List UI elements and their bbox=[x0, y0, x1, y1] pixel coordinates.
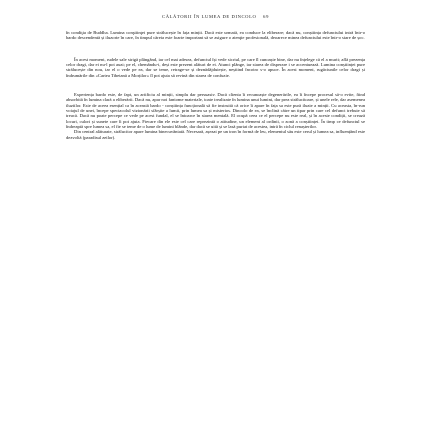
paragraph-2: În acest moment, rudele sale strigă plângând, iar cel mai adesea, defunctul își vede sicriul, pe care îl cunoaște bine, dar nu înțelege că el a murit; află prezența celor dragi, dar ei nu-l pot auzi; pe el, chemându-i, deși este prezent alături de ei. Atunci plânge, iar starea de disperare i se accentuează. Lumina conștiinței pure strălucește din nou, iar el o vede pe ea, dar se teme, retrage-se și deznădăjduiește, neștiind încotro s-o apuce. În acest moment, rugăciunile celor dragi și îndrumările din «Cartea Tibetană a Morților» îl pot ajuta să revină din starea de confuzie. bbox=[66, 56, 365, 78]
paragraph-3: Experiența bardo este, de fapt, un artificiu al minții, simplu dar persuasiv. Dacă clienta îi recunoaște degenerările, ea îi începe procesul să-o evite, fiind absorbită în lumina clară a eliberării. Dacă nu, apar noi fantome materiale, toate irealizate în lumina unui lumini, dar prea strălucitoare, și unele rele, dar asemenea iluziilor. Este de aceea esențial ca în această bardo - conștiința funcțională să fie instruită că orice îi apare în fața sa este pură iluzie a minții. Cu aceasta, în-run voiajul de unei, începe spectacolul vizionării sfârșite a lumii, prin lumea sa și misterios. Dincolo de ea, se înclină către un tipar prin care cel defunct trebuie să treacă. Dacă nu poate percepe ce vede pe acest fundal, el se întoarce în starea mentală. El ocupă ceea ce el percepe nu este real, și în aceste condiții, se crează locuri, culori și sunete care îi pot ajuta. Fiecare din ele este cel care reprezintă o atitudine, un element al ordinii, o zonă a conștiinței. În timp ce defunctul se îndreaptă spre lumea sa, el fie se teme de o lume de lumini blânde, dar dacă se uită și se lasă purtat de acestea, intră în ciclul renașterilor. bbox=[66, 92, 365, 130]
running-head bbox=[66, 14, 365, 20]
page-number: 69 bbox=[263, 14, 269, 19]
paragraph-4: Din central alăturate, strălucitor apare lumina binecuvântată. Necesară, așezat pe un tron în formă de leu, elementul său este cerul și lumea sa, influențând este dezvoltă (paradisul zeilor). bbox=[66, 129, 365, 140]
paragraph-1: în condiţia de Buddha. Lumina conştiinţei pure strălucește în fața minții. Dacă este urmată, ea conduce la eliberare; dacă nu, conștiința defunctului intră într-o bardo descendentă și iluzorie în care, în timpul căreia este foarte important să se asigure o atenţie profesională, deoarece minea defunctului este într-o stare de șoc. bbox=[66, 30, 365, 41]
spacer bbox=[66, 78, 365, 92]
text-block-2 bbox=[66, 57, 365, 78]
text-block-1 bbox=[66, 30, 365, 41]
running-head-title: CĂLĂTORII ÎN LUMEA DE DINCOLO bbox=[162, 14, 257, 19]
spacer bbox=[66, 41, 365, 57]
text-block-3 bbox=[66, 92, 365, 140]
